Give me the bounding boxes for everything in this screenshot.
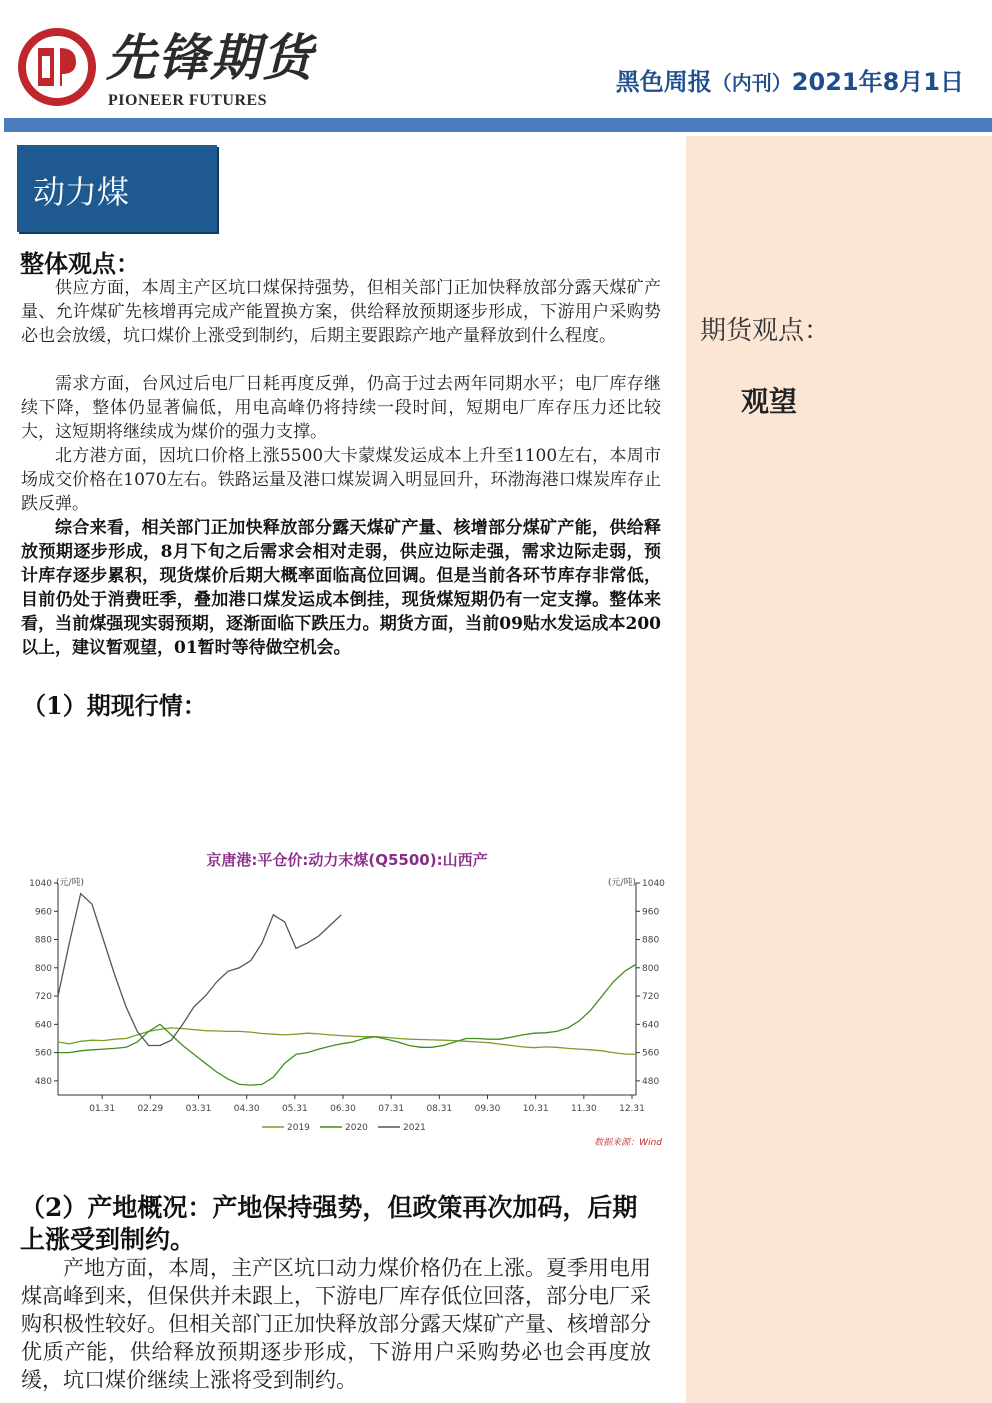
y-tick-label: 960 <box>34 907 52 918</box>
x-tick-label: 10.31 <box>522 1104 549 1114</box>
y-tick-label: 640 <box>34 1020 52 1031</box>
report-title-sub: （内刊） <box>711 71 792 95</box>
legend-label-2021: 2021 <box>403 1123 426 1133</box>
series-line-2020 <box>58 964 636 1085</box>
y-tick-label: 480 <box>34 1076 52 1087</box>
futures-view-value: 观望 <box>741 385 798 418</box>
y-tick-label: 640 <box>642 1020 660 1031</box>
chart-legend <box>262 1123 426 1133</box>
chart-title: 京唐港:平仓价:动力末煤(Q5500):山西产 <box>206 851 488 869</box>
x-tick-label: 05.31 <box>281 1104 308 1114</box>
y-tick-label: 1040 <box>29 879 52 889</box>
section-title: 动力煤 <box>33 173 130 211</box>
x-tick-label: 11.30 <box>570 1104 597 1114</box>
legend-label-2020: 2020 <box>345 1123 368 1133</box>
x-tick-label: 04.30 <box>233 1104 260 1114</box>
price-chart-svg <box>22 845 672 1150</box>
x-tick-label: 07.31 <box>378 1104 405 1114</box>
page-header <box>0 0 992 132</box>
x-tick-label: 09.30 <box>474 1104 501 1114</box>
y-tick-label: 880 <box>642 935 660 946</box>
market-heading: （1）期现行情： <box>22 691 207 720</box>
pioneer-logo-icon <box>18 28 96 106</box>
x-tick-label: 02.29 <box>137 1104 164 1114</box>
y-unit-left: (元/吨) <box>56 878 85 888</box>
x-tick-label: 06.30 <box>330 1104 356 1114</box>
overall-demand-paragraph: 需求方面，台风过后电厂日耗再度反弹，仍高于过去两年同期水平；电厂库存继续下降，整体仍显著偏低，用电高峰仍将持续一段时间，短期电厂库存压力还比较大，这短期将继续成为煤价的强力支撑。 <box>21 374 661 442</box>
x-tick-label: 01.31 <box>89 1104 116 1114</box>
chart-series <box>58 894 636 1086</box>
y-unit-right: (元/吨) <box>608 878 637 888</box>
y-tick-label: 800 <box>642 963 660 974</box>
y-tick-label: 720 <box>642 992 660 1003</box>
header-divider-bar <box>4 118 992 132</box>
report-date: 2021年8月1日 <box>791 68 964 96</box>
overall-port-paragraph: 北方港方面，因坑口价格上涨5500大卡蒙煤发运成本上升至1100左右，本周市场成交价格在1070左右。铁路运量及港口煤炭调入明显回升，环渤海港口煤炭库存止跌反弹。 <box>21 446 661 514</box>
series-line-2021 <box>58 894 341 1046</box>
brand-name-en: PIONEER FUTURES <box>108 92 268 109</box>
y-tick-label: 480 <box>642 1076 660 1087</box>
y-tick-label: 800 <box>34 963 52 974</box>
x-tick-label: 08.31 <box>426 1104 453 1114</box>
overall-summary-paragraph: 综合来看，相关部门正加快释放部分露天煤矿产量、核增部分煤矿产能，供给释放预期逐步形成，8月下旬之后需求会相对走弱，供应边际走强，需求边际走弱，预计库存逐步累积，现货煤价后期大概率面临高位回调。但是当前各环节库存非常低，目前仍处于消费旺季，叠加港口煤发运成本倒挂，现货煤短期仍有一定支撑。整体来看，当前煤强现实弱预期，逐渐面临下跌压力。期货方面，当前09贴水发运成本200以上，建议暂观望，01暂时等待做空机会。 <box>21 518 661 658</box>
futures-view-heading: 期货观点： <box>700 316 831 346</box>
y-tick-label: 880 <box>34 935 52 946</box>
y-tick-label: 960 <box>642 907 660 918</box>
report-title-main: 黑色周报 <box>615 68 712 96</box>
legend-label-2019: 2019 <box>287 1123 310 1133</box>
origin-paragraph: 产地方面，本周，主产区坑口动力煤价格仍在上涨。夏季用电用煤高峰到来，但保供并未跟上，下游电厂库存低位回落，部分电厂采购积极性较好。但相关部门正加快释放部分露天煤矿产量、核增部分优质产能，供给释放预期逐步形成，下游用户采购势必也会再度放缓，坑口煤价继续上涨将受到制约。 <box>21 1256 651 1392</box>
overall-supply-paragraph: 供应方面，本周主产区坑口煤保持强势，但相关部门正加快释放部分露天煤矿产量、允许煤矿先核增再完成产能置换方案，供给释放预期逐步形成，下游用户采购势必也会放缓，坑口煤价上涨受到制约，后期主要跟踪产地产量释放到什么程度。 <box>21 278 661 346</box>
chart-axes <box>29 879 665 1114</box>
y-tick-label: 560 <box>34 1048 52 1059</box>
y-tick-label: 560 <box>642 1048 660 1059</box>
x-tick-label: 03.31 <box>185 1104 212 1114</box>
x-tick-label: 12.31 <box>619 1104 645 1114</box>
chart-source-note: 数据来源：Wind <box>594 1138 662 1148</box>
brand-name-cn: 先锋期货 <box>106 28 314 87</box>
price-chart <box>22 845 672 1150</box>
y-tick-label: 720 <box>34 992 52 1003</box>
report-title <box>616 62 964 97</box>
overall-view-heading: 整体观点： <box>20 249 140 278</box>
section-title-box <box>17 145 217 232</box>
y-tick-label: 1040 <box>642 879 665 889</box>
origin-heading: （2）产地概况：产地保持强势，但政策再次加码，后期上涨受到制约。 <box>20 1193 638 1254</box>
